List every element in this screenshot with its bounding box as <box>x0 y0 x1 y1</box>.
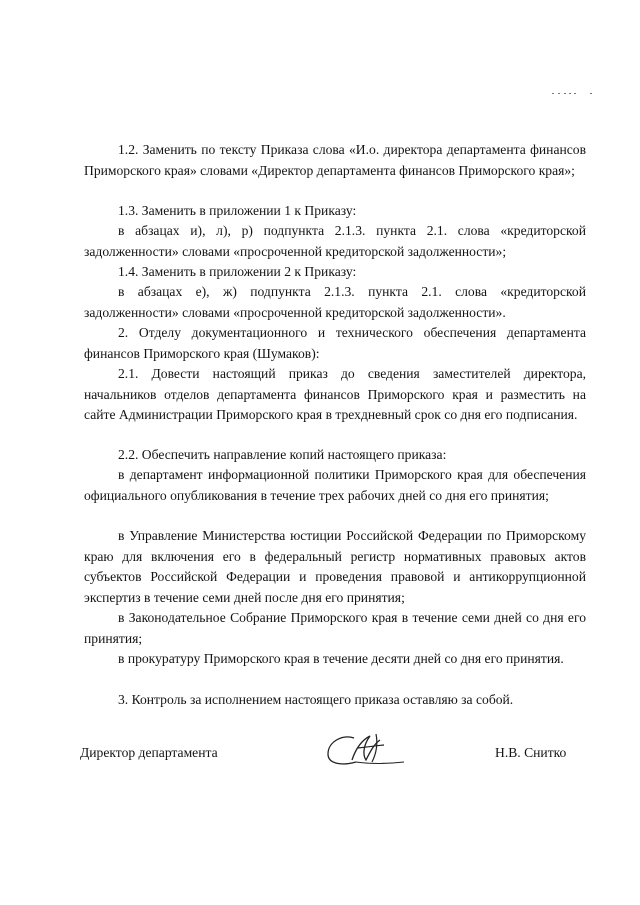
scan-artifacts <box>552 93 612 97</box>
paragraph-2-2-item-2: в Управление Министерства юстиции Российской Федерации по Приморскому краю для включения его в федеральный регистр нормативных правовых актов субъектов Российской Федерации и проведения правовой и антикоррупционной экспертиз в течение семи дней после дня его принятия; <box>84 528 586 605</box>
signatory-position: Директор департамента <box>80 745 218 760</box>
paragraph-2-1: 2.1. Довести настоящий приказ до сведения заместителей директора, начальников отделов департамента финансов Приморского края и разместить на сайте Администрации Приморского края в трехдневный срок со дня его подписания. <box>84 366 586 422</box>
paragraph-1-3-detail: в абзацах и), л), р) подпункта 2.1.3. пункта 2.1. слова «кредиторской задолженности» словами «просроченной кредиторской задолженности»; <box>84 223 586 259</box>
paragraph-2-2-item-1: в департамент информационной политики Приморского края для обеспечения официального опубликования в течение трех рабочих дней со дня его принятия; <box>84 467 586 503</box>
signatory-name: Н.В. Снитко <box>495 745 567 760</box>
paragraph-1-4-detail: в абзацах е), ж) подпункта 2.1.3. пункта 2.1. слова «кредиторской задолженности» словами «просроченной кредиторской задолженности». <box>84 284 586 320</box>
paragraph-1-3: 1.3. Заменить в приложении 1 к Приказу: <box>118 203 357 218</box>
handwritten-signature <box>322 728 414 772</box>
paragraph-2-2-item-3: в Законодательное Собрание Приморского края в течение семи дней со дня его принятия; <box>84 610 586 646</box>
paragraph-3: 3. Контроль за исполнением настоящего приказа оставляю за собой. <box>118 692 514 707</box>
paragraph-2: 2. Отделу документационного и технического обеспечения департамента финансов Приморского края (Шумаков): <box>84 325 586 361</box>
paragraph-2-2: 2.2. Обеспечить направление копий настоящего приказа: <box>118 447 447 462</box>
paragraph-1-4: 1.4. Заменить в приложении 2 к Приказу: <box>118 264 357 279</box>
paragraph-2-2-item-4: в прокуратуру Приморского края в течение десяти дней со дня его принятия. <box>118 651 564 666</box>
paragraph-1-2: 1.2. Заменить по тексту Приказа слова «И.о. директора департамента финансов Приморского края» словами «Директор департамента финансов Приморского края»; <box>84 142 586 178</box>
